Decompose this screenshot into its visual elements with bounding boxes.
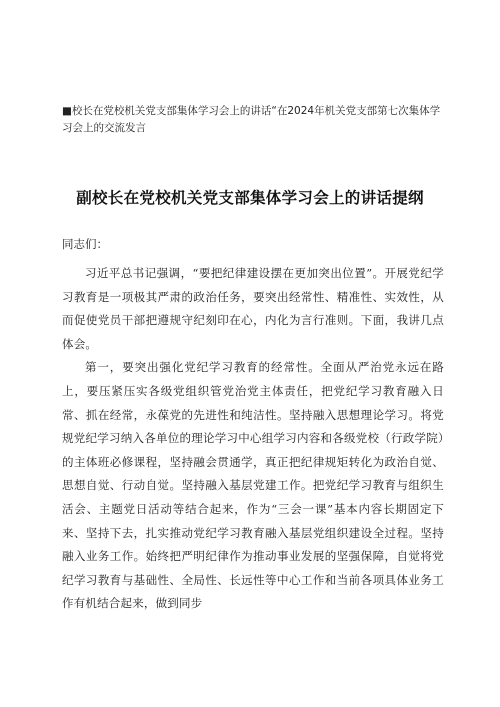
header-note: ■校长在党校机关党支部集体学习会上的讲话“在2024年机关党支部第七次集体学习会上的交流发言 <box>62 105 441 134</box>
paragraph-first-point: 第一，要突出强化党纪学习教育的经常性。全面从严治党永远在路上，要压紧压实各级党组织管党治党主体责任，把党纪学习教育融入日常、抓在经常，永葆党的先进性和纯洁性。坚持融入思想理论学习。将党规党纪学习纳入各单位的理论学习中心组学习内容和各级党校（行政学院）的主体班必修课程，坚持融会贯通学，真正把纪律规矩转化为政治自觉、思想自觉、行动自觉。坚持融入基层党建工作。把党纪学习教育与组织生活会、主题党日活动等结合起来，作为“三会一课”基本内容长期固定下来、坚持下去，扎实推动党纪学习教育融入基层党组织建设全过程。坚持融入业务工作。始终把严明纪律作为推动事业发展的坚强保障，自觉将党纪学习教育与基础性、全局性、长远性等中心工作和当前各项具体业务工作有机结合起来，做到同步 <box>62 360 444 611</box>
document-body <box>62 262 444 616</box>
salutation: 同志们： <box>62 237 108 251</box>
document-title: 副校长在党校机关党支部集体学习会上的讲话提纲 <box>76 189 424 207</box>
paragraph-intro: 习近平总书记强调，“要把纪律建设摆在更加突出位置”。开展党纪学习教育是一项极其严肃的政治任务，要突出经常性、精准性、实效性，从而促使党员干部把遵规守纪刻印在心，内化为言行准则。下面，我讲几点体会。 <box>62 266 444 351</box>
